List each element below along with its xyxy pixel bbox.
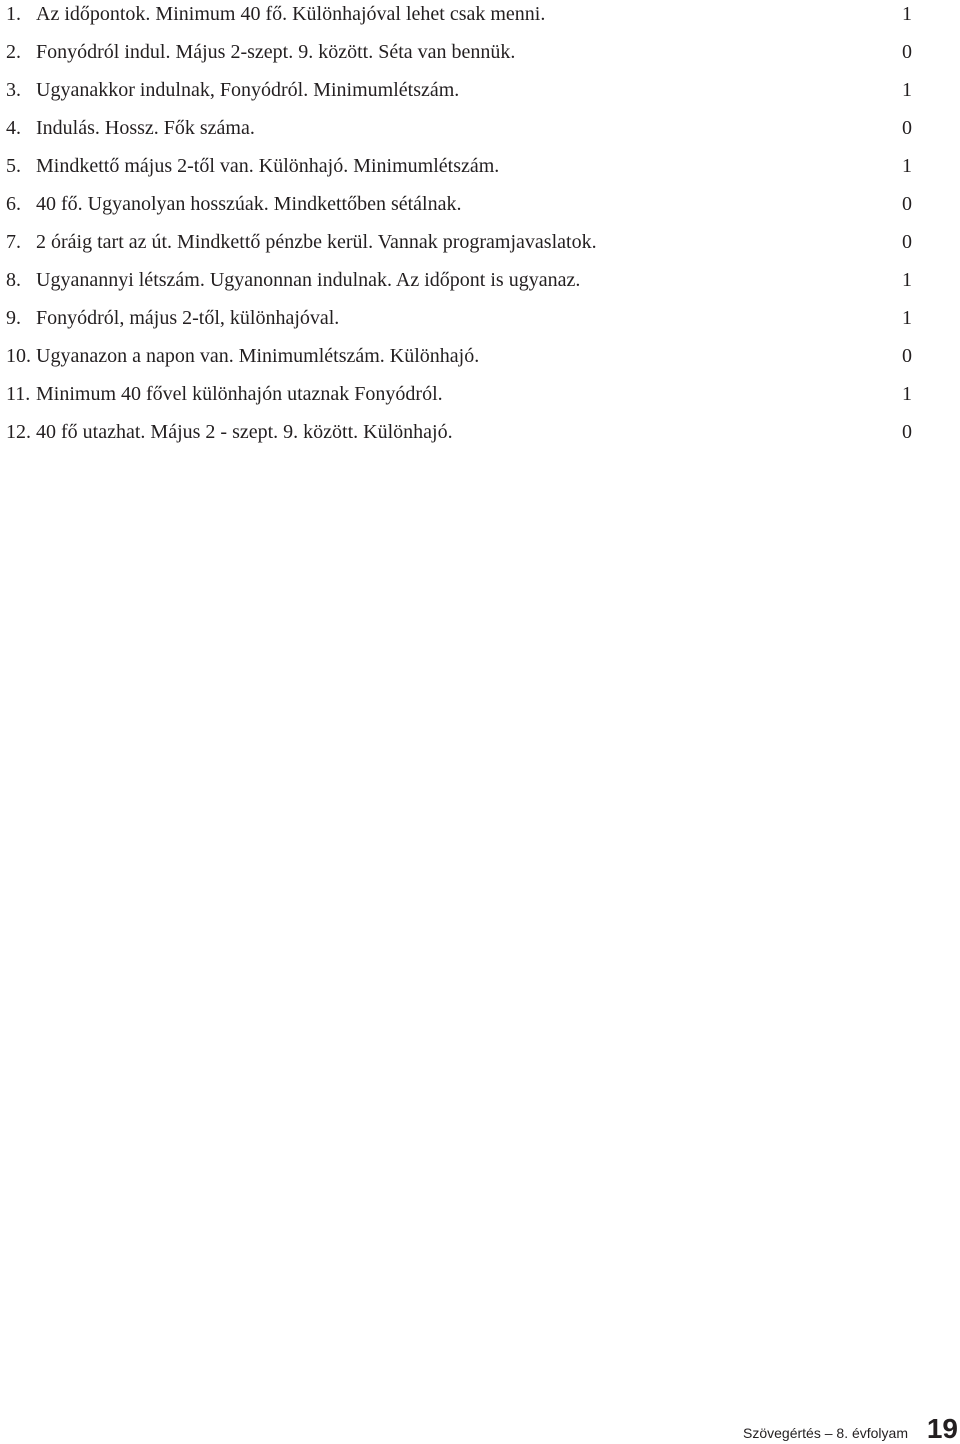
list-item [0, 344, 960, 382]
list-item [0, 306, 960, 344]
list-item [0, 420, 960, 458]
list-item [0, 268, 960, 306]
page-number: 19 [926, 1413, 958, 1444]
item-score: 1 [902, 3, 912, 25]
item-text: Indulás. Hossz. Fők száma. [36, 117, 255, 139]
item-score: 0 [902, 421, 912, 443]
item-number: 8. [6, 269, 21, 291]
list-item [0, 78, 960, 116]
list-item [0, 382, 960, 420]
item-number: 12. [6, 421, 31, 443]
list-item [0, 116, 960, 154]
item-number: 5. [6, 155, 21, 177]
item-text: Az időpontok. Minimum 40 fő. Különhajóval lehet csak menni. [36, 3, 546, 25]
footer-label: Szövegértés – 8. évfolyam [743, 1425, 908, 1441]
item-text: Fonyódról, május 2-től, különhajóval. [36, 307, 340, 329]
item-number: 3. [6, 79, 21, 101]
item-score: 0 [902, 231, 912, 253]
item-number: 6. [6, 193, 21, 215]
item-text: Ugyanannyi létszám. Ugyanonnan indulnak. Az időpont is ugyanaz. [36, 269, 581, 291]
item-number: 9. [6, 307, 21, 329]
item-text: 40 fő. Ugyanolyan hosszúak. Mindkettőben sétálnak. [36, 193, 462, 215]
list-item [0, 154, 960, 192]
page-footer [0, 1412, 960, 1444]
list-item [0, 230, 960, 268]
item-number: 11. [6, 383, 31, 405]
item-text: Mindkettő május 2-től van. Különhajó. Minimumlétszám. [36, 155, 500, 177]
item-score: 1 [902, 155, 912, 177]
item-number: 1. [6, 3, 21, 25]
list-item [0, 40, 960, 78]
item-score: 1 [902, 269, 912, 291]
item-number: 10. [6, 345, 31, 367]
item-number: 4. [6, 117, 21, 139]
item-text: Ugyanakkor indulnak, Fonyódról. Minimumlétszám. [36, 79, 460, 101]
item-number: 2. [6, 41, 21, 63]
item-score: 0 [902, 193, 912, 215]
item-score: 1 [902, 79, 912, 101]
item-score: 0 [902, 345, 912, 367]
item-score: 0 [902, 41, 912, 63]
item-text: 40 fő utazhat. Május 2 - szept. 9. között. Különhajó. [36, 421, 453, 443]
item-score: 0 [902, 117, 912, 139]
item-text: Ugyanazon a napon van. Minimumlétszám. Különhajó. [36, 345, 480, 367]
list-item [0, 192, 960, 230]
item-text: Minimum 40 fővel különhajón utaznak Fonyódról. [36, 383, 443, 405]
item-score: 1 [902, 307, 912, 329]
item-text: 2 óráig tart az út. Mindkettő pénzbe kerül. Vannak programjavaslatok. [36, 231, 597, 253]
item-score: 1 [902, 383, 912, 405]
item-number: 7. [6, 231, 21, 253]
list-item [0, 2, 960, 40]
item-text: Fonyódról indul. Május 2-szept. 9. között. Séta van bennük. [36, 41, 516, 63]
